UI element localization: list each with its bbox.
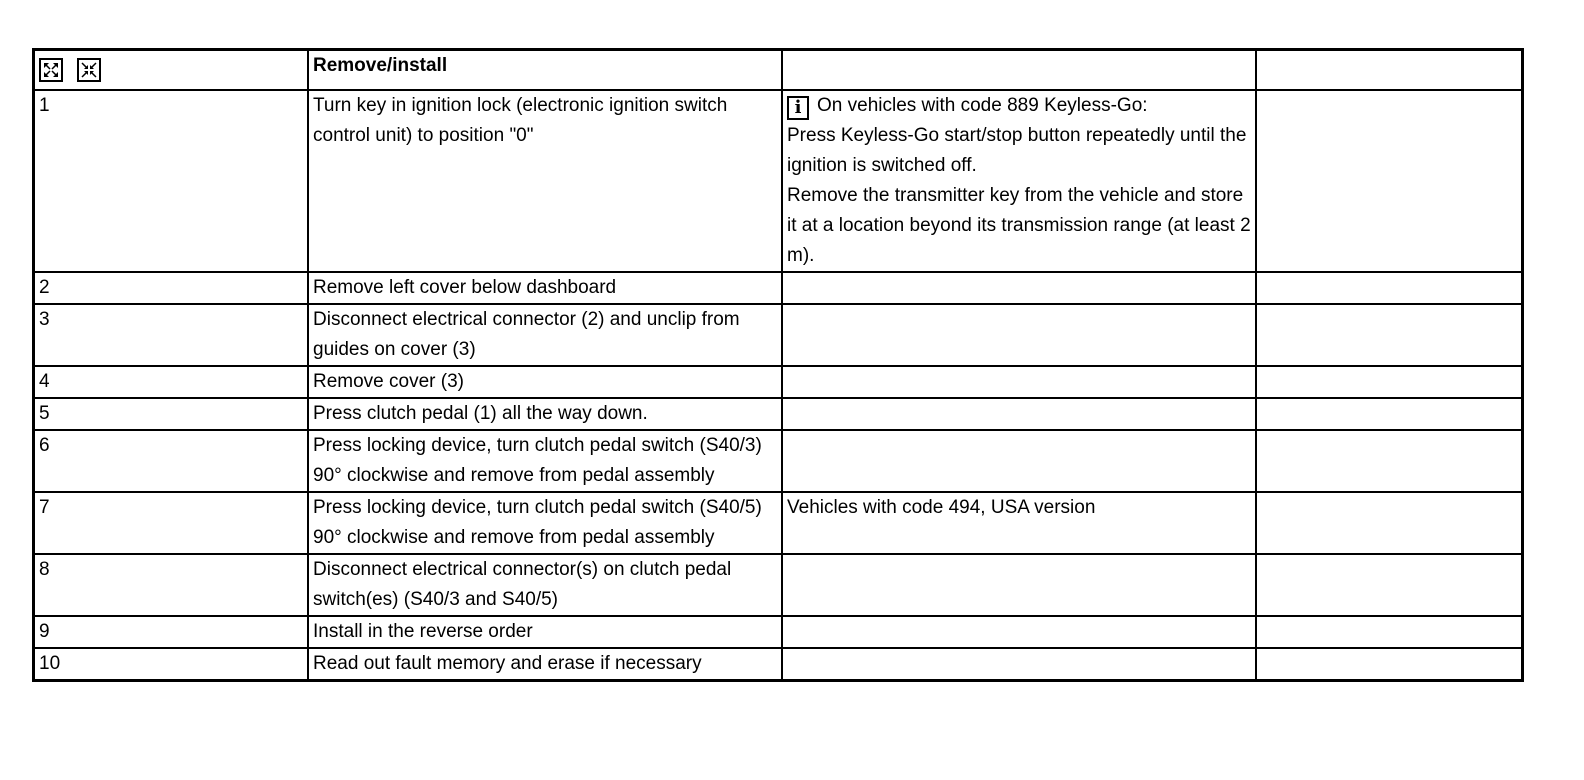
step-instruction: Read out fault memory and erase if necessary	[308, 648, 782, 680]
header-empty-cell	[782, 50, 1256, 90]
step-note	[782, 304, 1256, 366]
step-note	[782, 648, 1256, 680]
step-row	[34, 90, 1522, 272]
note-text: Press Keyless-Go start/stop button repeatedly until the ignition is switched off.	[787, 125, 1247, 176]
step-note	[782, 616, 1256, 648]
step-extra-cell	[1256, 366, 1522, 398]
step-row	[34, 554, 1522, 616]
step-extra-cell	[1256, 90, 1522, 272]
step-row	[34, 366, 1522, 398]
info-icon: i	[787, 96, 809, 120]
step-number: 5	[34, 398, 308, 430]
procedure-table	[32, 48, 1524, 682]
step-note	[782, 366, 1256, 398]
step-note	[782, 272, 1256, 304]
step-instruction: Press locking device, turn clutch pedal switch (S40/5) 90° clockwise and remove from pedal assembly	[308, 492, 782, 554]
step-row	[34, 272, 1522, 304]
step-number: 3	[34, 304, 308, 366]
step-instruction: Disconnect electrical connector (2) and unclip from guides on cover (3)	[308, 304, 782, 366]
step-extra-cell	[1256, 616, 1522, 648]
step-extra-cell	[1256, 430, 1522, 492]
header-icons-cell	[34, 50, 308, 90]
step-note: Vehicles with code 494, USA version	[782, 492, 1256, 554]
expand-all-icon[interactable]	[39, 58, 63, 82]
step-instruction: Remove cover (3)	[308, 366, 782, 398]
step-row	[34, 304, 1522, 366]
step-extra-cell	[1256, 398, 1522, 430]
step-number: 2	[34, 272, 308, 304]
step-note	[782, 430, 1256, 492]
step-number: 9	[34, 616, 308, 648]
step-instruction: Press locking device, turn clutch pedal switch (S40/3) 90° clockwise and remove from pedal assembly	[308, 430, 782, 492]
step-number: 6	[34, 430, 308, 492]
step-instruction: Remove left cover below dashboard	[308, 272, 782, 304]
step-note	[782, 398, 1256, 430]
step-extra-cell	[1256, 272, 1522, 304]
step-number: 8	[34, 554, 308, 616]
header-row	[34, 50, 1522, 90]
step-note	[782, 90, 1256, 272]
step-row	[34, 430, 1522, 492]
step-row	[34, 648, 1522, 680]
step-row	[34, 398, 1522, 430]
step-extra-cell	[1256, 648, 1522, 680]
note-intro: On vehicles with code 889 Keyless-Go:	[817, 95, 1148, 116]
note-text: Remove the transmitter key from the vehicle and store it at a location beyond its transmission range (at least 2 m).	[787, 185, 1251, 266]
step-instruction: Install in the reverse order	[308, 616, 782, 648]
step-note	[782, 554, 1256, 616]
collapse-all-icon[interactable]	[77, 58, 101, 82]
step-row	[34, 616, 1522, 648]
header-title: Remove/install	[308, 50, 782, 90]
step-instruction: Disconnect electrical connector(s) on clutch pedal switch(es) (S40/3 and S40/5)	[308, 554, 782, 616]
step-instruction: Press clutch pedal (1) all the way down.	[308, 398, 782, 430]
step-number: 1	[34, 90, 308, 272]
header-empty-cell	[1256, 50, 1522, 90]
step-instruction: Turn key in ignition lock (electronic ignition switch control unit) to position "0"	[308, 90, 782, 272]
step-number: 10	[34, 648, 308, 680]
step-extra-cell	[1256, 554, 1522, 616]
step-number: 4	[34, 366, 308, 398]
step-row	[34, 492, 1522, 554]
step-extra-cell	[1256, 492, 1522, 554]
step-number: 7	[34, 492, 308, 554]
step-extra-cell	[1256, 304, 1522, 366]
